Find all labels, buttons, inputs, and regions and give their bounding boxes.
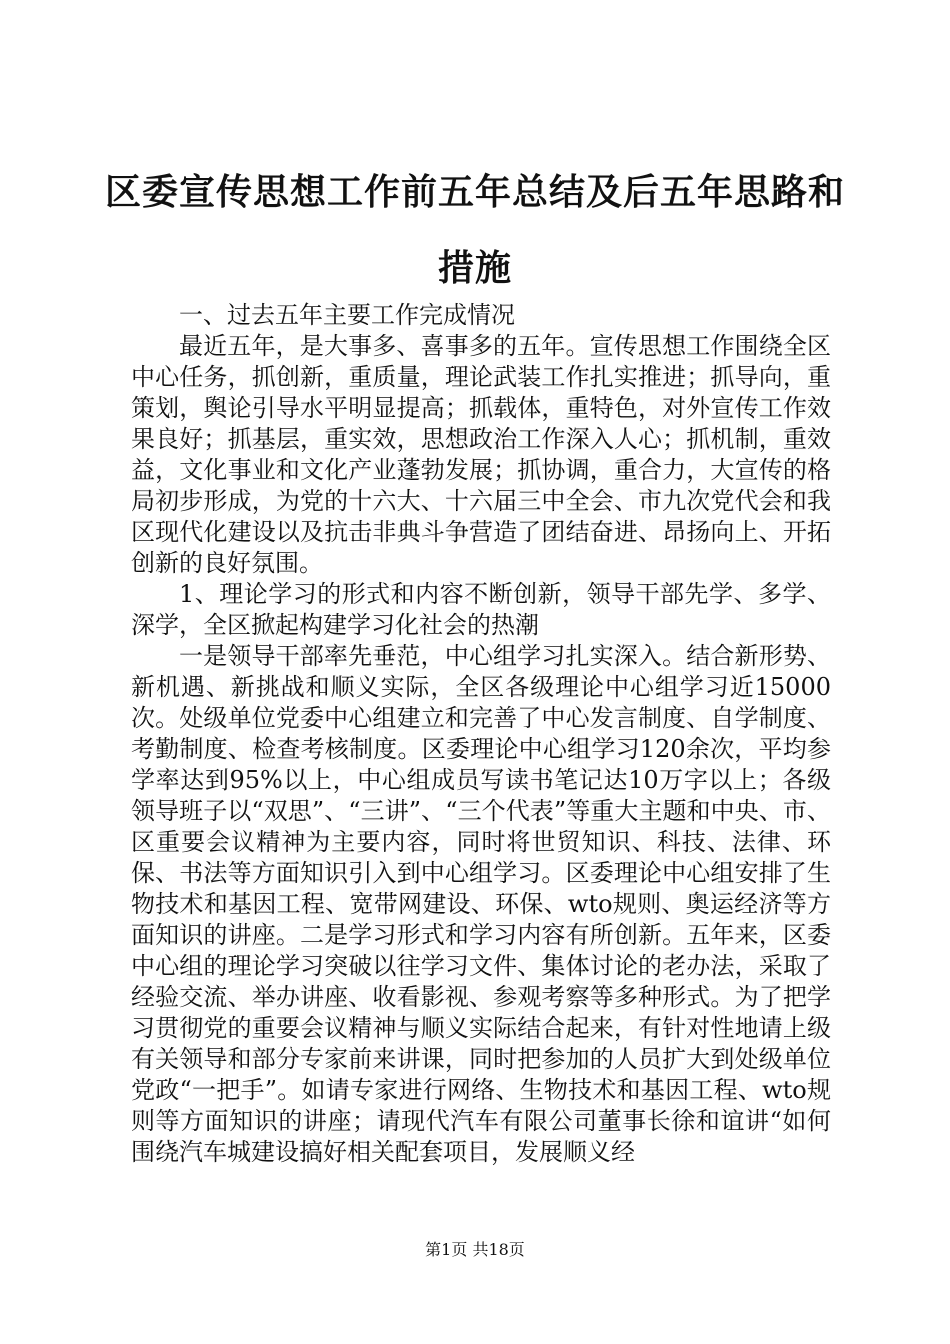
document-body	[131, 300, 831, 1168]
document-title: 区委宣传思想工作前五年总结及后五年思路和措施	[104, 172, 845, 289]
paragraph: 一是领导干部率先垂范，中心组学习扎实深入。结合新形势、新机遇、新挑战和顺义实际，全区各级理论中心组学习近15000次。处级单位党委中心组建立和完善了中心发言制度、自学制度、考勤制度、检查考核制度。区委理论中心组学习120余次，平均参学率达到95%以上，中心组成员写读书笔记达10万字以上；各级领导班子以“双思”、“三讲”、“三个代表”等重大主题和中央、市、区重要会议精神为主要内容，同时将世贸知识、科技、法律、环保、书法等方面知识引入到中心组学习。区委理论中心组安排了生物技术和基因工程、宽带网建设、环保、wto规则、奥运经济等方面知识的讲座。二是学习形式和学习内容有所创新。五年来，区委中心组的理论学习突破以往学习文件、集体讨论的老办法，采取了经验交流、举办讲座、收看影视、参观考察等多种形式。为了把学习贯彻党的重要会议精神与顺义实际结合起来，有针对性地请上级有关领导和部分专家前来讲课，同时把参加的人员扩大到处级单位党政“一把手”。如请专家进行网络、生物技术和基因工程、wto规则等方面知识的讲座；请现代汽车有限公司董事长徐和谊讲“如何围绕汽车城建设搞好相关配套项目，发展顺义经	[131, 642, 831, 1166]
page-number-footer: 第1页 共18页	[425, 1240, 525, 1259]
paragraph: 最近五年，是大事多、喜事多的五年。宣传思想工作围绕全区中心任务，抓创新，重质量，理论武装工作扎实推进；抓导向，重策划，舆论引导水平明显提高；抓载体，重特色，对外宣传工作效果良好；抓基层，重实效，思想政治工作深入人心；抓机制，重效益，文化事业和文化产业蓬勃发展；抓协调，重合力，大宣传的格局初步形成，为党的十六大、十六届三中全会、市九次党代会和我区现代化建设以及抗击非典斗争营造了团结奋进、昂扬向上、开拓创新的良好氛围。	[131, 332, 831, 577]
section-heading: 一、过去五年主要工作完成情况	[179, 301, 515, 329]
subsection-heading: 1、理论学习的形式和内容不断创新，领导干部先学、多学、深学，全区掀起构建学习化社会的热潮	[131, 580, 831, 639]
